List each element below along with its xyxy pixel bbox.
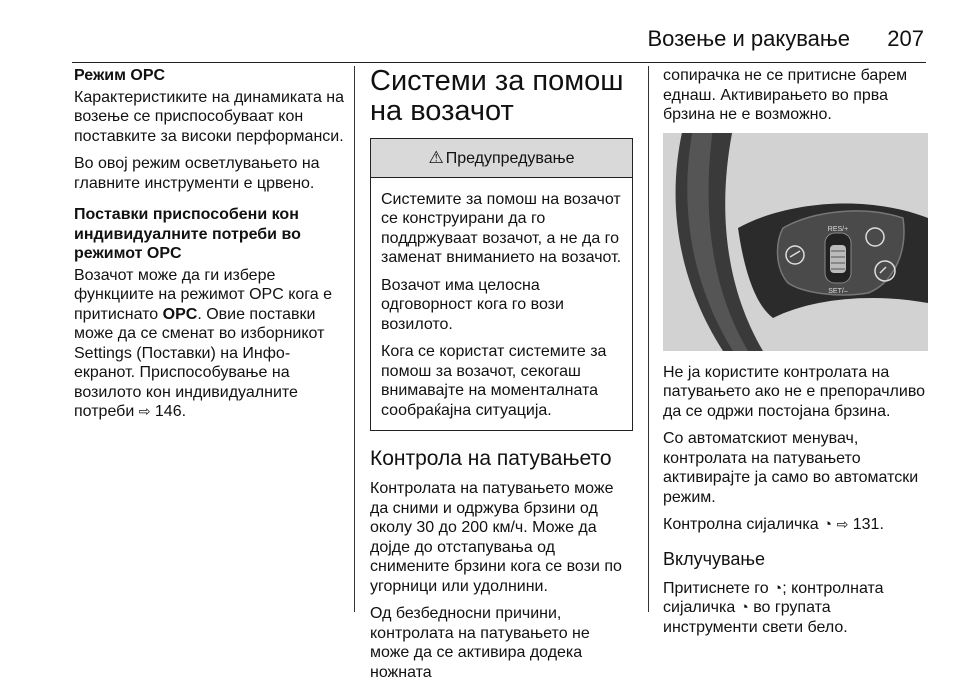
heading-opc-personalization: Поставки приспособени кон индивидуалните потреби во режимот OPC [74,206,301,262]
cruise-control-icon: ◔ [823,516,833,533]
header-title: Возење и ракување [647,26,850,51]
paragraph: Возачот има целосна одговорност кога го вози возилото. [381,276,564,333]
paragraph [663,515,928,535]
paragraph [74,266,349,422]
paragraph: Кога се користат системите за помош за возачот, секогаш внимавајте на моменталната сообраќајна ситуација. [381,343,607,419]
opc-label: OPC [162,305,198,323]
text: во групата инструменти свети бело. [663,599,848,636]
paragraph: Со автоматскиот менувач, контролата на патувањето активирајте ја само во автоматски режим. [663,430,919,506]
text: . Овие поставки може да се сменат во изборникот Settings (Поставки) на Инфо-екранот. Приспособување на возилото кон индивидуалните потреби [74,305,325,420]
page-ref-arrow-icon: ⇨ [836,516,849,532]
cruise-control-icon: ◔ [773,579,783,597]
paragraph: Контролата на патувањето може да сними и одржува брзини од околу 30 до 200 км/ч. Може да дојде до отстапувања од снимените брзини кога се вози по угорници или удолнини. [370,480,622,595]
page-number: 207 [887,26,924,51]
text: ; контролната сијаличка [663,579,884,616]
column-divider [354,66,355,612]
text: Возачот може да ги избере функциите на режимот OPC кога е притиснато [74,266,333,323]
column-divider [648,66,649,612]
column-1 [74,66,349,430]
steering-wheel-controls-image [663,133,928,351]
warning-box [370,138,633,431]
text: Притиснете го [663,579,774,597]
heading-switching-on: Вклучување [663,548,765,569]
paragraph: сопирачка не се притисне барем еднаш. Активирањето во прва брзина не е возможно. [663,67,908,123]
heading-opc-mode: Режим OPC [74,67,166,84]
subsection-title: Контрола на патувањето [370,447,612,470]
page-reference[interactable]: 146. [154,403,187,420]
warning-body [371,178,632,431]
column-3 [663,66,928,645]
paragraph: Карактеристиките на динамиката на возење се приспособуваат кон поставките за високи перформанси. [74,88,345,145]
column-2 [370,66,633,690]
cruise-control-icon: ◔ [739,599,749,616]
warning-triangle-icon: ⚠ [428,148,444,167]
page-header [0,18,960,58]
header-rule [72,62,926,63]
paragraph: Во овој режим осветлувањето на главните инструменти е црвено. [74,155,320,192]
page-reference[interactable]: 131. [852,516,884,533]
figure-label-res: RES/+ [827,225,849,233]
steering-wheel-figure [663,133,928,351]
paragraph [663,579,928,638]
paragraph: Од безбедносни причини, контролата на патувањето не може да се активира додека ножната [370,605,590,681]
warning-title: Предупредување [445,150,575,167]
section-title: Системи за помош на возачот [370,65,624,127]
figure-label-set: SET/– [828,287,848,295]
paragraph: Не ја користите контролата на патувањето ако не е препорачливо да се одржи постојана брзина. [663,363,926,420]
warning-header [371,139,632,178]
page-ref-arrow-icon: ⇨ [138,403,151,419]
text: Контролна сијаличка [663,516,824,533]
paragraph: Системите за помош на возачот се конструирани да го поддржуваат возачот, а не да го заменат вниманието на возачот. [381,190,622,266]
